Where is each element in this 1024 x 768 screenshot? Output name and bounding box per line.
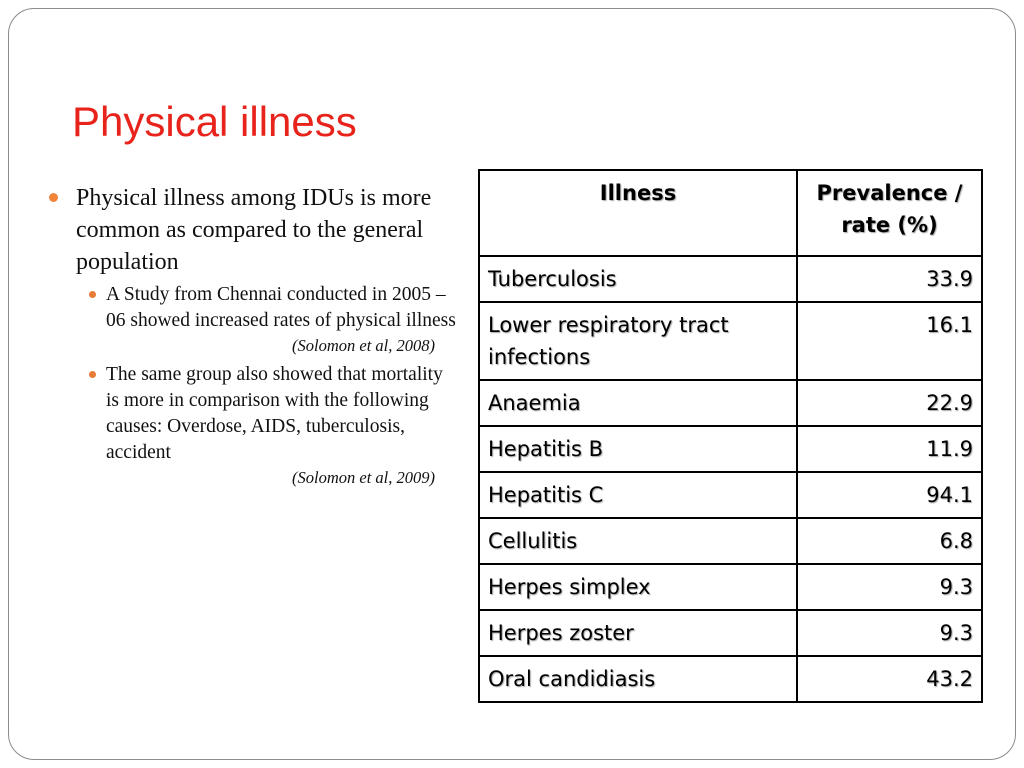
illness-cell: Lower respiratory tract infections [479,302,797,380]
rate-cell: 94.1 [797,472,982,518]
sub-bullet-mortality-text: The same group also showed that mortality is more in comparison with the following causes: Overdose, AIDS, tuberculosis, accident [106,364,443,463]
illness-cell: Tuberculosis [479,256,797,302]
table-row [479,656,982,702]
table-row [479,426,982,472]
table-row [479,472,982,518]
sub-bullet-study-text: A Study from Chennai conducted in 2005 – 06 showed increased rates of physical illness [106,284,456,331]
rate-cell: 16.1 [797,302,982,380]
illness-cell: Hepatitis C [479,472,797,518]
sub-bullet-mortality [89,362,457,466]
slide-frame [8,8,1016,760]
bullet-dot-icon [89,371,96,378]
citation-2008: (Solomon et al, 2008) [292,336,435,355]
bullet-dot-icon [49,193,58,202]
sub-bullet-study [89,282,457,334]
rate-cell: 9.3 [797,564,982,610]
rate-cell: 22.9 [797,380,982,426]
table-row [479,380,982,426]
table-row [479,256,982,302]
rate-cell: 33.9 [797,256,982,302]
citation-2009: (Solomon et al, 2009) [292,468,435,487]
header-illness: Illness [479,170,797,256]
illness-cell: Oral candidiasis [479,656,797,702]
illness-cell: Herpes zoster [479,610,797,656]
illness-cell: Herpes simplex [479,564,797,610]
slide-title: Physical illness [72,98,357,145]
rate-cell: 6.8 [797,518,982,564]
table-row [479,610,982,656]
table-row [479,302,982,380]
table-row [479,518,982,564]
bullet-dot-icon [89,291,96,298]
table-header-row [479,170,982,256]
header-prevalence: Prevalence / rate (%) [797,170,982,256]
rate-cell: 11.9 [797,426,982,472]
illness-cell: Cellulitis [479,518,797,564]
prevalence-table [478,169,983,703]
illness-cell: Anaemia [479,380,797,426]
rate-cell: 43.2 [797,656,982,702]
table-row [479,564,982,610]
bullet-list [47,182,457,494]
rate-cell: 9.3 [797,610,982,656]
bullet-main-text: Physical illness among IDUs is more common as compared to the general population [76,185,432,275]
illness-cell: Hepatitis B [479,426,797,472]
bullet-main [47,182,457,278]
